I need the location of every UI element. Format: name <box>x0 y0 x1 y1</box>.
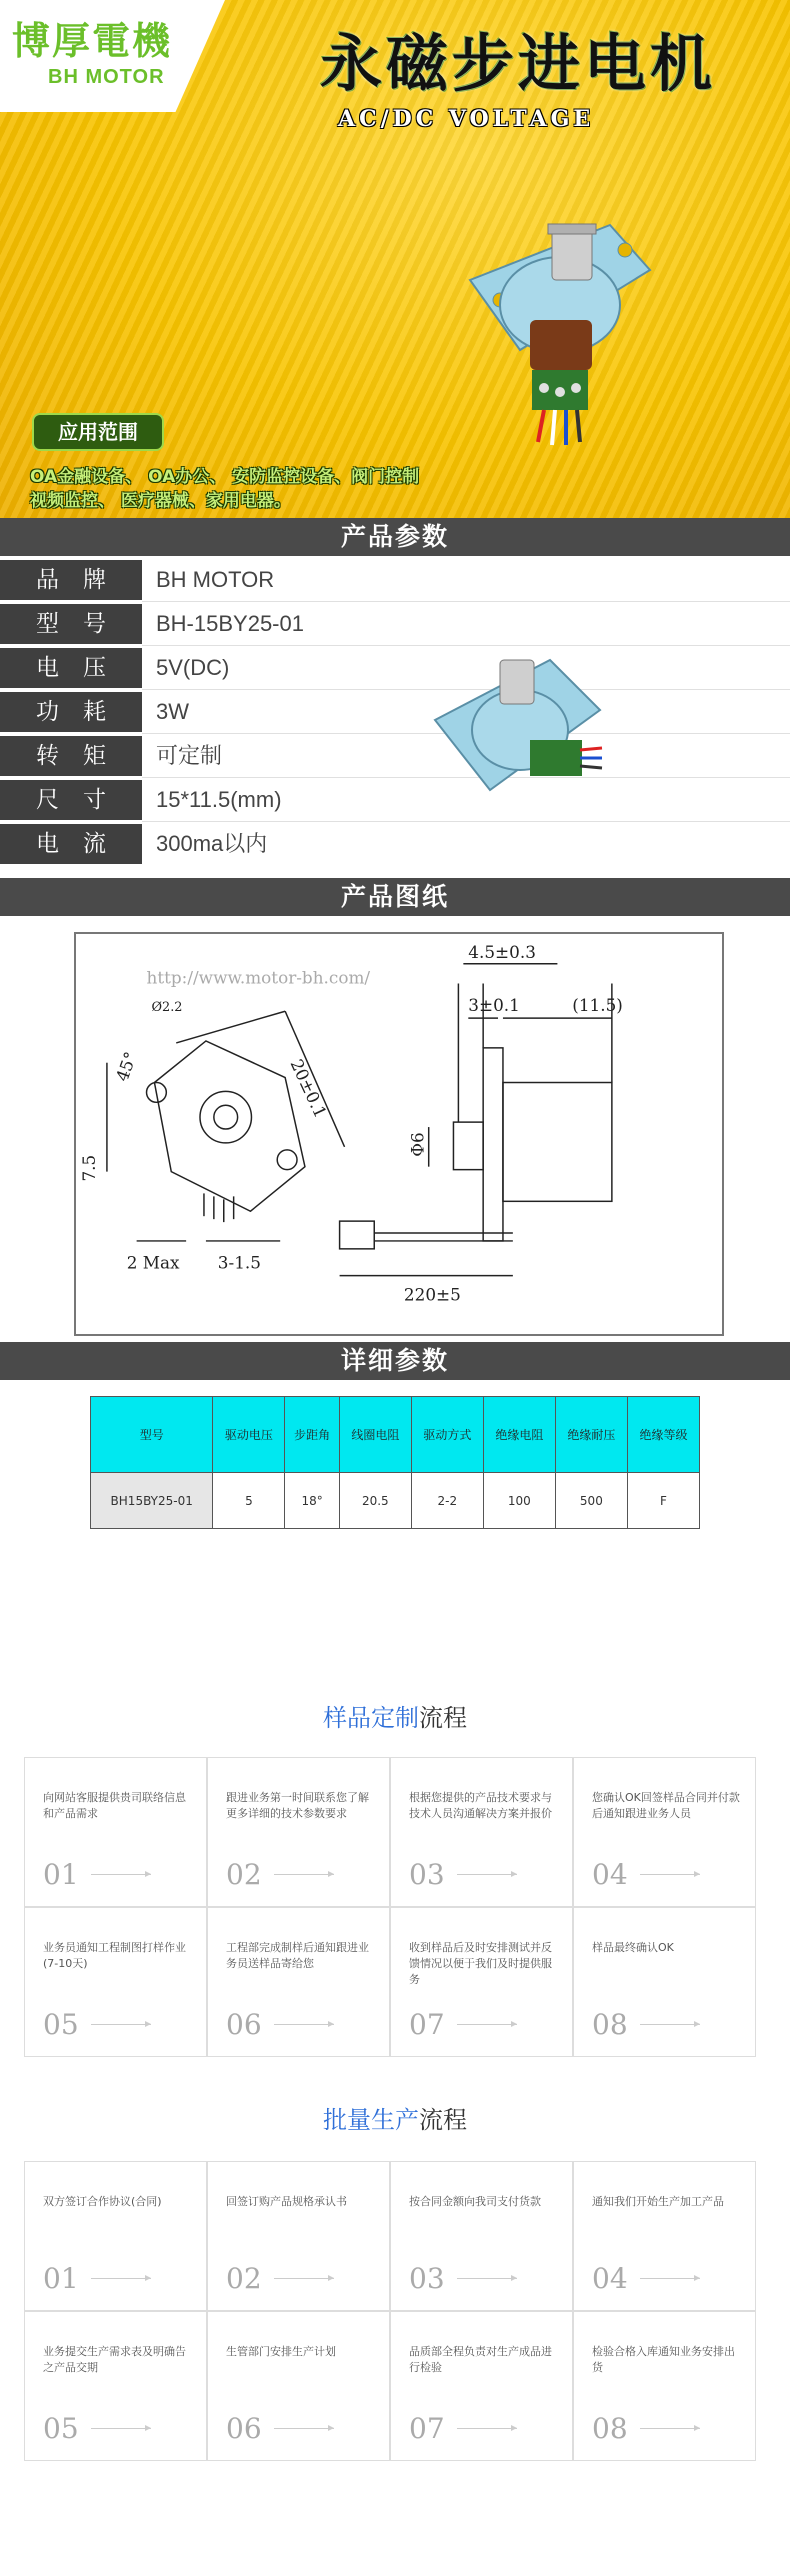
arrow-icon <box>640 2428 700 2429</box>
arrow-icon <box>640 2024 700 2025</box>
hero-title: 永磁步进电机 <box>320 27 717 100</box>
step-text: 业务员通知工程制图打样作业(7-10天) <box>43 1941 186 1970</box>
logo-chinese: 博厚電機 <box>12 18 173 63</box>
step-text: 您确认OK回签样品合同并付款后通知跟进业务人员 <box>592 1791 740 1820</box>
dim-max: 2 Max <box>126 1252 180 1273</box>
process-step <box>207 1907 390 2057</box>
table-cell: 500 <box>555 1473 627 1529</box>
step-number: 04 <box>592 2262 628 2295</box>
divider <box>142 601 790 602</box>
mass-process-title-rest: 流程 <box>419 2106 467 2134</box>
logo-english: BH MOTOR <box>48 66 165 88</box>
step-text: 通知我们开始生产加工产品 <box>592 2195 724 2208</box>
table-cell: 2-2 <box>411 1473 483 1529</box>
dim-diameter: Φ6 <box>407 1132 428 1157</box>
table-header: 型号 <box>91 1397 213 1473</box>
step-number: 05 <box>43 2008 79 2041</box>
table-cell: BH15BY25-01 <box>91 1473 213 1529</box>
drawing-svg <box>76 934 722 1334</box>
sample-process-title-rest: 流程 <box>419 1704 467 1732</box>
table-cell: 5 <box>213 1473 285 1529</box>
process-step <box>24 2311 207 2461</box>
step-text: 回签订购产品规格承认书 <box>226 2195 347 2208</box>
table-cell: 18° <box>285 1473 339 1529</box>
divider <box>142 821 790 822</box>
arrow-icon <box>91 2428 151 2429</box>
arrow-icon <box>640 1874 700 1875</box>
step-number: 02 <box>226 2262 262 2295</box>
table-header-row <box>91 1397 700 1473</box>
table-cell: F <box>627 1473 699 1529</box>
applications-line-1: OA金融设备、 OA办公、 安防监控设备、阀门控制 <box>30 467 420 487</box>
arrow-icon <box>457 2428 517 2429</box>
spec-key: 型号 <box>0 604 142 644</box>
dim-height: 7.5 <box>79 1154 100 1182</box>
process-step <box>207 2311 390 2461</box>
spec-row <box>0 780 790 822</box>
param-table <box>90 1396 700 1529</box>
mass-process-grid <box>24 2161 760 2463</box>
spec-row <box>0 648 790 690</box>
spec-row <box>0 692 790 734</box>
spec-value: 可定制 <box>156 743 223 768</box>
step-number: 08 <box>592 2412 628 2445</box>
step-number: 05 <box>43 2412 79 2445</box>
process-step <box>573 2311 756 2461</box>
spec-value: 15*11.5(mm) <box>156 787 282 812</box>
sample-process-title <box>0 1698 790 1733</box>
motor-image-small <box>430 640 610 820</box>
step-text: 样品最终确认OK <box>592 1941 674 1954</box>
step-text: 跟进业务第一时间联系您了解更多详细的技术参数要求 <box>226 1791 369 1820</box>
motor-image <box>460 210 660 450</box>
spec-row <box>0 560 790 602</box>
arrow-icon <box>91 2278 151 2279</box>
spec-list <box>0 560 790 872</box>
process-step <box>24 2161 207 2311</box>
step-number: 01 <box>43 1858 79 1891</box>
section-details-title: 详细参数 <box>0 1342 790 1380</box>
step-text: 工程部完成制样后通知跟进业务员送样品寄给您 <box>226 1941 369 1970</box>
drawing-url: http://www.motor-bh.com/ <box>146 967 371 988</box>
mass-process-title <box>0 2100 790 2135</box>
spec-key: 转矩 <box>0 736 142 776</box>
table-header: 步距角 <box>285 1397 339 1473</box>
table-header: 绝缘等级 <box>627 1397 699 1473</box>
sample-process-title-highlight: 样品定制 <box>323 1704 419 1732</box>
step-number: 03 <box>409 1858 445 1891</box>
hero-subtitle: AC/DC VOLTAGE <box>338 106 595 132</box>
table-header: 驱动方式 <box>411 1397 483 1473</box>
step-number: 04 <box>592 1858 628 1891</box>
step-number: 07 <box>409 2008 445 2041</box>
step-text: 生管部门安排生产计划 <box>226 2345 336 2358</box>
process-step <box>390 1757 573 1907</box>
table-header: 绝缘耐压 <box>555 1397 627 1473</box>
process-step <box>390 1907 573 2057</box>
spec-key: 尺寸 <box>0 780 142 820</box>
hero-banner <box>0 0 790 518</box>
table-header: 绝缘电阻 <box>483 1397 555 1473</box>
step-number: 06 <box>226 2008 262 2041</box>
process-step <box>573 2161 756 2311</box>
table-row <box>91 1473 700 1529</box>
process-step <box>24 1757 207 1907</box>
process-step <box>207 2161 390 2311</box>
technical-drawing <box>74 932 724 1336</box>
application-label: 应用范围 <box>32 413 164 451</box>
spec-key: 品牌 <box>0 560 142 600</box>
step-number: 06 <box>226 2412 262 2445</box>
process-step <box>573 1907 756 2057</box>
arrow-icon <box>91 2024 151 2025</box>
process-step <box>390 2161 573 2311</box>
step-number: 07 <box>409 2412 445 2445</box>
section-drawing-title: 产品图纸 <box>0 878 790 916</box>
arrow-icon <box>457 2278 517 2279</box>
step-text: 品质部全程负责对生产成品进行检验 <box>409 2345 552 2374</box>
arrow-icon <box>274 2024 334 2025</box>
dim-cable: 220±5 <box>403 1284 461 1305</box>
process-step <box>390 2311 573 2461</box>
spec-value: BH MOTOR <box>156 567 275 592</box>
dim-pitch: 20±0.1 <box>286 1055 331 1121</box>
arrow-icon <box>457 1874 517 1875</box>
step-text: 检验合格入库通知业务安排出货 <box>592 2345 735 2374</box>
spec-key: 电压 <box>0 648 142 688</box>
process-step <box>24 1907 207 2057</box>
arrow-icon <box>91 1874 151 1875</box>
step-text: 收到样品后及时安排测试并反馈情况以便于我们及时提供服务 <box>409 1941 552 1986</box>
step-text: 根据您提供的产品技术要求与技术人员沟通解决方案并报价 <box>409 1791 552 1820</box>
step-text: 双方签订合作协议(合同) <box>43 2195 162 2208</box>
table-cell: 100 <box>483 1473 555 1529</box>
step-number: 03 <box>409 2262 445 2295</box>
spec-key: 电流 <box>0 824 142 864</box>
mass-process-title-highlight: 批量生产 <box>323 2106 419 2134</box>
arrow-icon <box>274 2278 334 2279</box>
dim-shaft: 4.5±0.3 <box>468 941 536 962</box>
step-text: 按合同金额向我司支付货款 <box>409 2195 541 2208</box>
process-step <box>573 1757 756 1907</box>
spec-row <box>0 824 790 866</box>
sample-process-grid <box>24 1757 760 2059</box>
arrow-icon <box>457 2024 517 2025</box>
spec-value: BH-15BY25-01 <box>156 611 304 636</box>
table-header: 驱动电压 <box>213 1397 285 1473</box>
process-step <box>207 1757 390 1907</box>
dim-angle: 45° <box>111 1049 141 1084</box>
dim-hole-dia: Ø2.2 <box>151 1000 183 1016</box>
dim-flange: 3±0.1 <box>468 995 520 1016</box>
spec-row <box>0 604 790 646</box>
spec-value: 300ma以内 <box>156 831 268 856</box>
dim-pins: 3-1.5 <box>217 1252 261 1273</box>
step-number: 08 <box>592 2008 628 2041</box>
table-cell: 20.5 <box>339 1473 411 1529</box>
section-params-title: 产品参数 <box>0 518 790 556</box>
spec-key: 功耗 <box>0 692 142 732</box>
table-header: 线圈电阻 <box>339 1397 411 1473</box>
arrow-icon <box>274 2428 334 2429</box>
applications-line-2: 视频监控、 医疗器械、家用电器。 <box>30 491 291 511</box>
step-text: 业务提交生产需求表及明确告之产品交期 <box>43 2345 186 2374</box>
step-number: 02 <box>226 1858 262 1891</box>
spec-value: 5V(DC) <box>156 655 230 680</box>
spec-value: 3W <box>156 699 189 724</box>
step-number: 01 <box>43 2262 79 2295</box>
dim-length: (11.5) <box>572 995 623 1016</box>
spec-row <box>0 736 790 778</box>
arrow-icon <box>640 2278 700 2279</box>
step-text: 向网站客服提供贵司联络信息和产品需求 <box>43 1791 186 1820</box>
arrow-icon <box>274 1874 334 1875</box>
